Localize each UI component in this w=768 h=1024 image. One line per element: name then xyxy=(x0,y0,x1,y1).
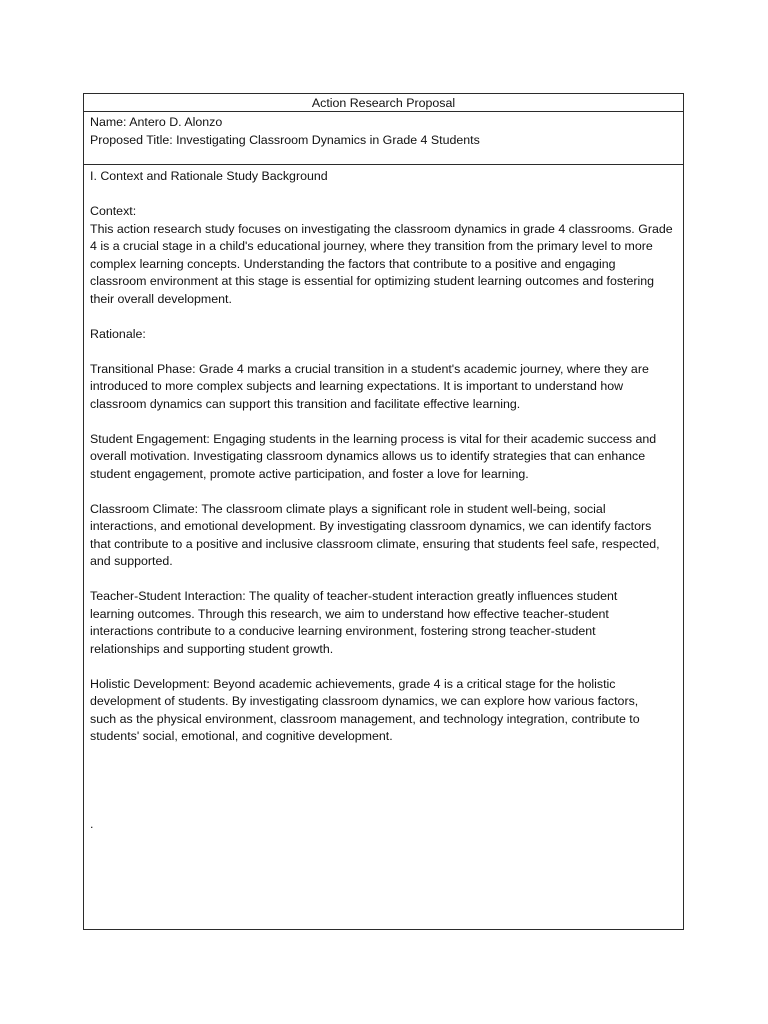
rationale-line: learning outcomes. Through this research, we aim to understand how effective teacher-student xyxy=(90,606,609,621)
context-line: 4 is a crucial stage in a child's educational journey, where they transition from the primary level to more xyxy=(90,239,653,253)
rationale-line: relationships and supporting student growth. xyxy=(90,641,334,656)
rationale-line: Holistic Development: Beyond academic achievements, grade 4 is a critical stage for the holistic xyxy=(90,676,616,691)
rationale-line: Student Engagement: Engaging students in the learning process is vital for their academic success and xyxy=(90,431,657,446)
trailing-mark: . xyxy=(90,816,94,831)
rationale-line: development of students. By investigating classroom dynamics, we can explore how various factors, xyxy=(90,694,639,708)
context-paragraph xyxy=(90,221,679,309)
body-section xyxy=(84,165,683,929)
rationale-line: overall motivation. Investigating classroom dynamics allows us to identify strategies that can enhance xyxy=(90,449,646,463)
context-line: This action research study focuses on investigating the classroom dynamics in grade 4 classrooms. Grade xyxy=(90,221,673,236)
rationale-line: that contribute to a positive and inclusive classroom climate, ensuring that students feel safe, respected, xyxy=(90,536,660,551)
section-heading: I. Context and Rationale Study Background xyxy=(90,169,328,183)
rationale-line: Classroom Climate: The classroom climate plays a significant role in student well-being, social xyxy=(90,501,606,516)
author-name: Name: Antero D. Alonzo xyxy=(90,115,223,129)
rationale-line: Teacher-Student Interaction: The quality of teacher-student interaction greatly influences student xyxy=(90,589,618,603)
rationale-line: interactions, and emotional development. By investigating classroom dynamics, we can identify factors xyxy=(90,519,652,533)
rationale-transitional-phase xyxy=(90,361,679,414)
proposed-title: Proposed Title: Investigating Classroom Dynamics in Grade 4 Students xyxy=(90,132,480,147)
context-line: their overall development. xyxy=(90,291,232,306)
rationale-line: Transitional Phase: Grade 4 marks a crucial transition in a student's academic journey, where they are xyxy=(90,361,649,376)
document-title: Action Research Proposal xyxy=(84,94,683,112)
rationale-holistic-development xyxy=(90,676,679,746)
rationale-student-engagement xyxy=(90,431,679,484)
context-line: complex learning concepts. Understanding the factors that contribute to a positive and engaging xyxy=(90,256,616,271)
context-line: classroom environment at this stage is essential for optimizing student learning outcomes and fostering xyxy=(90,274,655,288)
context-label: Context: xyxy=(90,204,137,218)
rationale-line: classroom dynamics can support this transition and facilitate effective learning. xyxy=(90,396,521,411)
rationale-line: interactions contribute to a conducive learning environment, fostering strong teacher-student xyxy=(90,624,596,638)
rationale-label: Rationale: xyxy=(90,326,146,341)
rationale-line: introduced to more complex subjects and learning expectations. It is important to understand how xyxy=(90,379,624,393)
rationale-line: and supported. xyxy=(90,554,173,568)
rationale-line: student engagement, promote active participation, and foster a love for learning. xyxy=(90,466,529,481)
rationale-teacher-student-interaction xyxy=(90,588,679,658)
info-row xyxy=(84,112,683,165)
proposal-table xyxy=(83,93,684,930)
rationale-line: students' social, emotional, and cognitive development. xyxy=(90,729,393,743)
rationale-classroom-climate xyxy=(90,501,679,571)
rationale-line: such as the physical environment, classroom management, and technology integration, contribute to xyxy=(90,711,640,726)
